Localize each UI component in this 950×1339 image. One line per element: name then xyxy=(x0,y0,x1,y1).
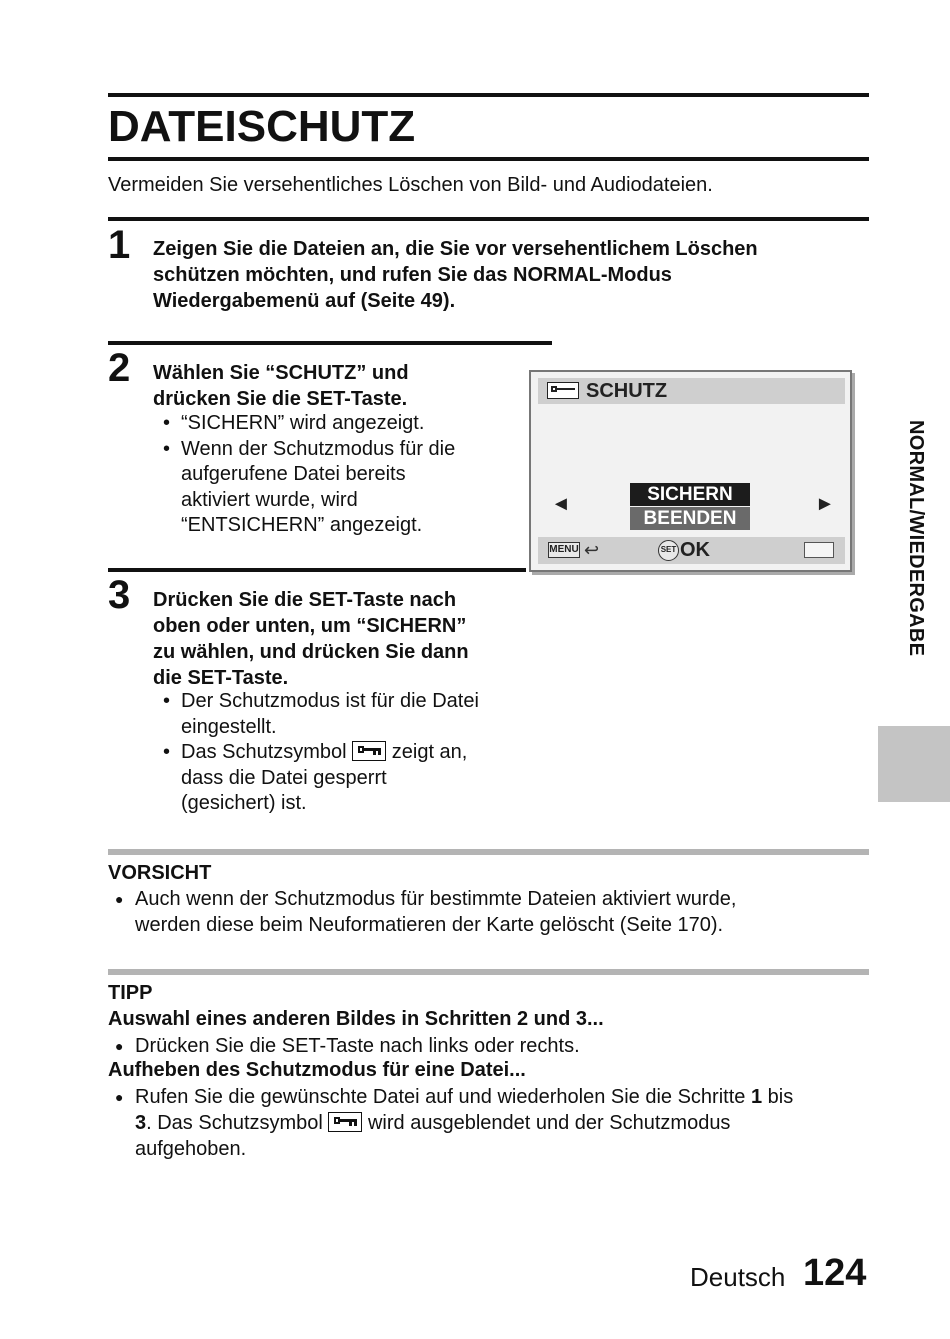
step3-line: zu wählen, und drücken Sie dann xyxy=(153,641,469,663)
step1-text xyxy=(153,236,758,314)
tip-subheading-unprotect: Aufheben des Schutzmodus für eine Datei... xyxy=(108,1059,526,1081)
section-side-label: NORMAL/WIEDERGABE xyxy=(905,420,927,657)
set-icon: SET xyxy=(658,540,679,561)
step2-bullets xyxy=(155,411,455,539)
page-title: DATEISCHUTZ xyxy=(108,102,416,151)
tip-list-unprotect xyxy=(108,1084,793,1162)
step1-line: schützen möchten, und rufen Sie das NORMAL-Modus xyxy=(153,264,672,286)
title-rule-bottom xyxy=(108,157,869,161)
screen-header xyxy=(538,378,845,404)
step3-bullets xyxy=(155,689,479,817)
step3-bullet: • Das Schutzsymbol zeigt an, dass die Datei gesperrt (gesichert) ist. xyxy=(155,740,479,817)
battery-icon xyxy=(804,542,834,558)
tip-rule xyxy=(108,969,869,975)
step1-rule xyxy=(108,217,869,221)
footer-language: Deutsch xyxy=(690,1262,786,1292)
step2-line: Wählen Sie “SCHUTZ” und xyxy=(153,362,409,384)
step1-number: 1 xyxy=(108,223,131,267)
title-rule-top xyxy=(108,93,869,97)
caution-rule xyxy=(108,849,869,855)
ok-label: OK xyxy=(680,539,710,561)
caution-item: ● Auch wenn der Schutzmodus für bestimmte Dateien aktiviert wurde, werden diese beim Neuformatieren der Karte gelöscht (Seite 170). xyxy=(108,886,736,938)
option-sichern[interactable]: SICHERN xyxy=(630,483,750,506)
step3-bullet: • Der Schutzmodus ist für die Datei eingestellt. xyxy=(155,689,479,740)
step3-line: oben oder unten, um “SICHERN” xyxy=(153,615,467,637)
option-beenden[interactable]: BEENDEN xyxy=(630,507,750,530)
step2-line: drücken Sie die SET-Taste. xyxy=(153,388,408,410)
side-tab-marker xyxy=(878,726,950,802)
right-arrow-icon[interactable]: ► xyxy=(815,493,835,515)
tip-subheading-select: Auswahl eines anderen Bildes in Schritten 2 und 3... xyxy=(108,1008,604,1030)
left-arrow-icon[interactable]: ◄ xyxy=(551,493,571,515)
step2-text xyxy=(153,360,409,412)
step3-text xyxy=(153,587,469,691)
tip-item: ● Rufen Sie die gewünschte Datei auf und wiederholen Sie die Schritte 1 bis 3. Das Schutzsymbol wird ausgeblendet und der Schutzmodus aufgehoben. xyxy=(108,1084,793,1162)
screen-footer xyxy=(538,537,845,564)
caution-list xyxy=(108,886,736,938)
screen-title: SCHUTZ xyxy=(586,380,668,402)
protect-symbol-icon xyxy=(328,1112,362,1132)
tip-list-select xyxy=(108,1033,580,1059)
step3-line: Drücken Sie die SET-Taste nach xyxy=(153,589,457,611)
menu-icon: MENU xyxy=(548,542,580,558)
step1-line: Zeigen Sie die Dateien an, die Sie vor versehentlichem Löschen xyxy=(153,238,758,260)
step1-line: Wiedergabemenü auf (Seite 49). xyxy=(153,290,456,312)
step3-rule xyxy=(108,568,526,572)
tip-heading: TIPP xyxy=(108,982,153,1004)
caution-heading: VORSICHT xyxy=(108,862,212,884)
tip-item: ● Drücken Sie die SET-Taste nach links oder rechts. xyxy=(108,1033,580,1059)
back-icon: ↩ xyxy=(584,540,600,560)
step2-bullet: • “SICHERN” wird angezeigt. xyxy=(155,411,455,437)
step2-bullet: • Wenn der Schutzmodus für die aufgerufene Datei bereits aktiviert wurde, wird “ENTSICHERN” angezeigt. xyxy=(155,437,455,539)
step2-rule xyxy=(108,341,552,345)
protect-key-icon xyxy=(547,382,579,399)
step3-line: die SET-Taste. xyxy=(153,667,289,689)
step3-number: 3 xyxy=(108,573,131,617)
protect-symbol-icon xyxy=(352,741,386,761)
camera-screen xyxy=(529,370,852,572)
page-number: 124 xyxy=(803,1252,867,1294)
intro-text: Vermeiden Sie versehentliches Löschen von Bild- und Audiodateien. xyxy=(108,174,713,196)
step2-number: 2 xyxy=(108,346,131,390)
